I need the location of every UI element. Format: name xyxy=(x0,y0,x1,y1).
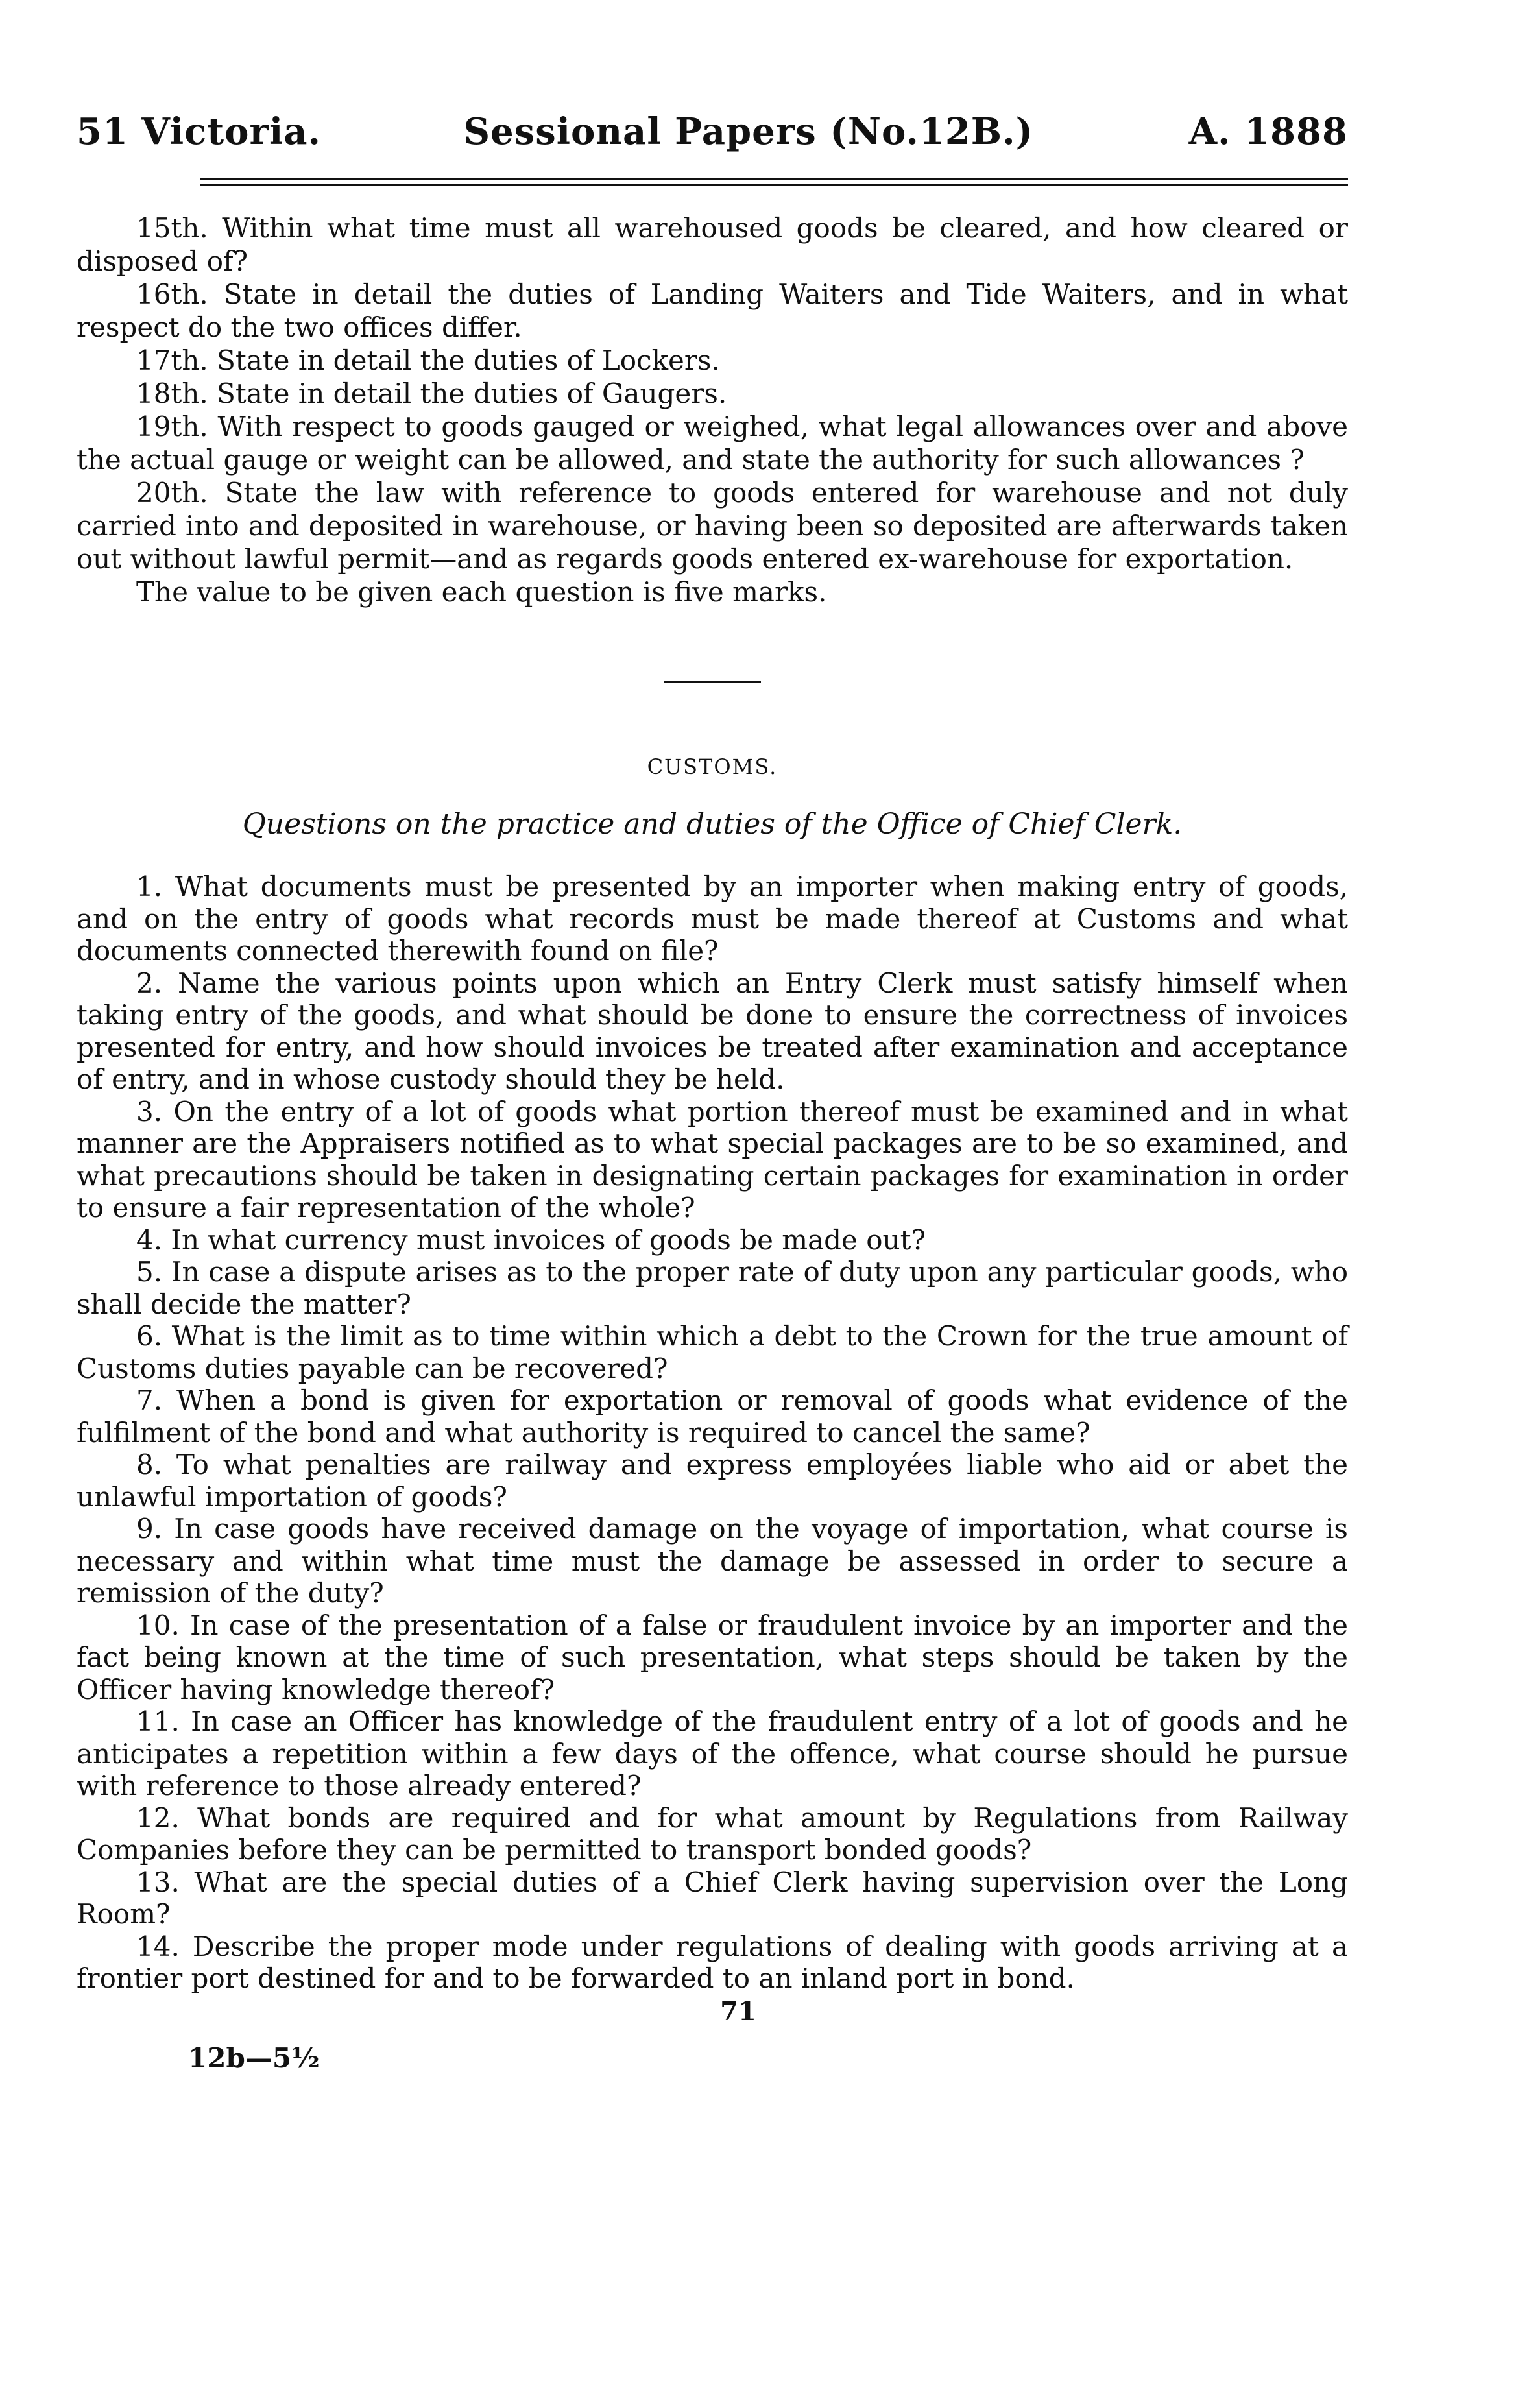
chief-clerk-question-list xyxy=(77,871,1348,1995)
header-rule-thin xyxy=(200,184,1348,186)
question-14: 14. Describe the proper mode under regulations of dealing with goods arriving at a frontier port destined for and to be forwarded to an inland port in bond. xyxy=(77,1930,1348,1994)
top-question-list xyxy=(77,211,1348,608)
question-8: 8. To what penalties are railway and express employées liable who aid or abet the unlawful importation of goods? xyxy=(77,1449,1348,1513)
section-separator xyxy=(664,681,761,683)
section-heading: CUSTOMS. xyxy=(647,754,778,779)
question-9: 9. In case goods have received damage on the voyage of importation, what course is necessary and within what time must the damage be assessed in order to secure a remission of the duty? xyxy=(77,1513,1348,1609)
question-17th: 17th. State in detail the duties of Lockers. xyxy=(136,344,720,376)
printer-signature-mark: 12b—5½ xyxy=(188,2041,320,2074)
question-11: 11. In case an Officer has knowledge of the fraudulent entry of a lot of goods and he anticipates a repetition within a few days of the offence, what course should he pursue with reference to those already entered? xyxy=(77,1705,1348,1801)
question-5: 5. In case a dispute arises as to the proper rate of duty upon any particular goods, who shall decide the matter? xyxy=(77,1256,1348,1320)
question-16th: 16th. State in detail the duties of Landing Waiters and Tide Waiters, and in what respect do the two offices differ. xyxy=(77,278,1348,343)
header-title: Sessional Papers (No.12B.) xyxy=(463,110,1034,153)
header-volume: 51 Victoria. xyxy=(77,110,322,153)
question-2: 2. Name the various points upon which an Entry Clerk must satisfy himself when taking entry of the goods, and what should be done to ensure the correctness of invoices presented for entry, and how should invoices be treated after examination and acceptance of entry, and in whose custody should they be held. xyxy=(77,967,1348,1095)
question-20th: 20th. State the law with reference to goods entered for warehouse and not duly carried into and deposited in warehouse, or having been so deposited are afterwards taken out without lawful permit—and as regards goods entered ex-warehouse for exportation. xyxy=(77,477,1348,575)
question-3: 3. On the entry of a lot of goods what portion thereof must be examined and in what manner are the Appraisers notified as to what special packages are to be so examined, and what precautions should be taken in designating certain packages for examination in order to ensure a fair representation of the whole? xyxy=(77,1095,1348,1223)
question-4: 4. In what currency must invoices of goods be made out? xyxy=(136,1223,926,1256)
question-18th: 18th. State in detail the duties of Gaugers. xyxy=(136,378,727,409)
page-number: 71 xyxy=(720,1995,756,2027)
document-page xyxy=(77,110,1348,2074)
header-rule-thick xyxy=(200,178,1348,180)
question-19th: 19th. With respect to goods gauged or weighed, what legal allowances over and above the actual gauge or weight can be allowed, and state the authority for such allowances ? xyxy=(77,411,1348,476)
question-10: 10. In case of the presentation of a false or fraudulent invoice by an importer and the fact being known at the time of such presentation, what steps should be taken by the Officer having knowledge thereof? xyxy=(77,1609,1348,1705)
marks-note: The value to be given each question is five marks. xyxy=(136,576,827,608)
section-subtitle: Questions on the practice and duties of the Office of Chief Clerk. xyxy=(242,808,1183,841)
question-1: 1. What documents must be presented by an importer when making entry of goods, and on the entry of goods what records must be made thereof at Customs and what documents connected therewith found on file? xyxy=(77,871,1348,967)
question-6: 6. What is the limit as to time within which a debt to the Crown for the true amount of Customs duties payable can be recovered? xyxy=(77,1320,1348,1384)
question-12: 12. What bonds are required and for what amount by Regulations from Railway Companies before they can be permitted to transport bonded goods? xyxy=(77,1801,1348,1866)
question-7: 7. When a bond is given for exportation or removal of goods what evidence of the fulfilment of the bond and what authority is required to cancel the same? xyxy=(77,1384,1348,1449)
header-year: A. 1888 xyxy=(1188,110,1348,153)
question-13: 13. What are the special duties of a Chief Clerk having supervision over the Long Room? xyxy=(77,1866,1348,1930)
running-header xyxy=(77,110,1348,153)
question-15th: 15th. Within what time must all warehoused goods be cleared, and how cleared or disposed of? xyxy=(77,212,1348,277)
